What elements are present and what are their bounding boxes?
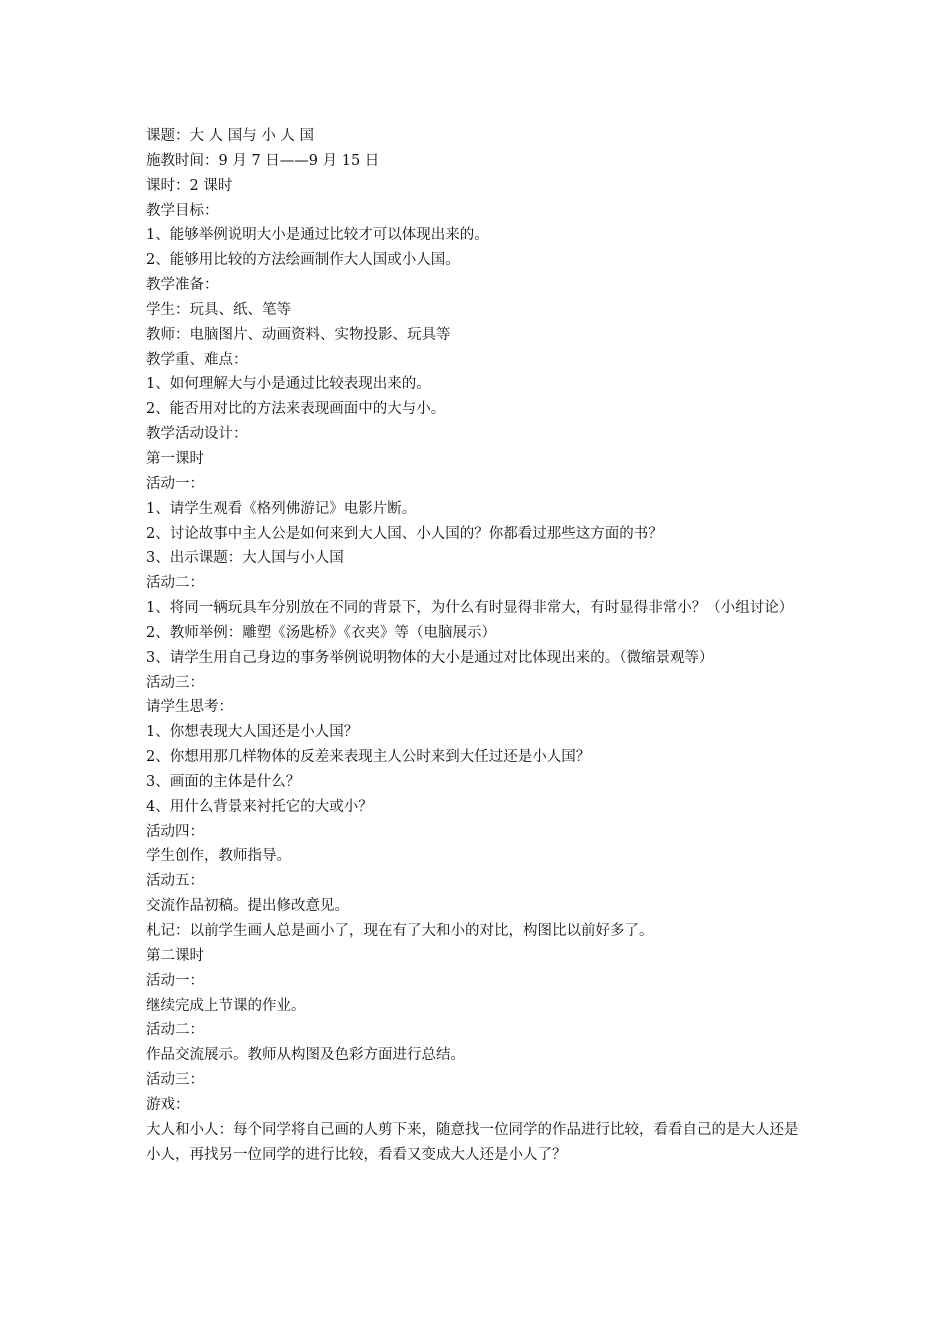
document-body <box>146 124 812 1167</box>
key-point-item: 1、如何理解大与小是通过比较表现出来的。 <box>146 376 431 393</box>
activity-item: 3、请学生用自己身边的事务举例说明物体的大小是通过对比体现出来的。（微缩景观等） <box>146 649 714 666</box>
activity-item: 2、教师举例：雕塑《汤匙桥》《衣夹》等（电脑展示） <box>146 624 496 641</box>
section-heading-objectives: 教学目标： <box>146 202 219 219</box>
section-heading-activity-design: 教学活动设计： <box>146 426 248 443</box>
objective-item: 1、能够举例说明大小是通过比较才可以体现出来的。 <box>146 227 489 244</box>
objective-item: 2、能够用比较的方法绘画制作大人国或小人国。 <box>146 252 460 269</box>
activity-intro: 请学生思考： <box>146 699 233 716</box>
lesson-one-heading: 第一课时 <box>146 450 204 467</box>
activity-heading: 活动三： <box>146 674 204 691</box>
activity-heading: 活动二： <box>146 1022 204 1039</box>
activity-text: 交流作品初稿。提出修改意见。 <box>146 898 349 915</box>
activity-heading: 活动四： <box>146 823 204 840</box>
activity-heading: 活动一： <box>146 972 204 989</box>
activity-item: 1、将同一辆玩具车分别放在不同的背景下，为什么有时显得非常大，有时显得非常小？（小组讨论） <box>146 600 794 617</box>
activity-item: 2、讨论故事中主人公是如何来到大人国、小人国的？你都看过那些这方面的书？ <box>146 525 663 542</box>
activity-text: 学生创作，教师指导。 <box>146 848 291 865</box>
activity-heading: 活动二： <box>146 575 204 592</box>
teaching-time: 施教时间：9 月 7 日——9 月 15 日 <box>146 152 380 169</box>
activity-item: 3、出示课题：大人国与小人国 <box>146 550 344 567</box>
question-item: 4、用什么背景来衬托它的大或小？ <box>146 798 373 815</box>
activity-item: 1、请学生观看《格列佛游记》电影片断。 <box>146 500 417 517</box>
question-item: 3、画面的主体是什么？ <box>146 773 301 790</box>
activity-text: 继续完成上节课的作业。 <box>146 997 306 1014</box>
teaching-notes: 札记：以前学生画人总是画小了，现在有了大和小的对比，构图比以前好多了。 <box>146 923 654 939</box>
key-point-item: 2、能否用对比的方法来表现画面中的大与小。 <box>146 401 446 418</box>
class-hours: 课时：2 课时 <box>146 177 233 194</box>
section-heading-key-points: 教学重、难点： <box>146 351 248 368</box>
preparation-students: 学生：玩具、纸、笔等 <box>146 301 291 318</box>
preparation-teacher: 教师：电脑图片、动画资料、实物投影、玩具等 <box>146 326 451 343</box>
activity-heading: 活动一： <box>146 475 204 492</box>
question-item: 1、你想表现大人国还是小人国？ <box>146 724 359 741</box>
question-item: 2、你想用那几样物体的反差来表现主人公时来到大任过还是小人国？ <box>146 749 591 766</box>
lesson-two-heading: 第二课时 <box>146 947 204 964</box>
activity-text: 作品交流展示。教师从构图及色彩方面进行总结。 <box>146 1047 465 1064</box>
activity-heading: 活动三： <box>146 1072 204 1089</box>
game-heading: 游戏： <box>146 1096 190 1113</box>
lesson-title: 课题：大 人 国与 小 人 国 <box>146 128 315 144</box>
section-heading-preparation: 教学准备： <box>146 277 219 294</box>
activity-heading: 活动五： <box>146 873 204 890</box>
game-description: 大人和小人：每个同学将自己画的人剪下来，随意找一位同学的作品进行比较，看看自己的是大人还是小人，再找另一位同学的进行比较，看看又变成大人还是小人了？ <box>146 1121 799 1163</box>
